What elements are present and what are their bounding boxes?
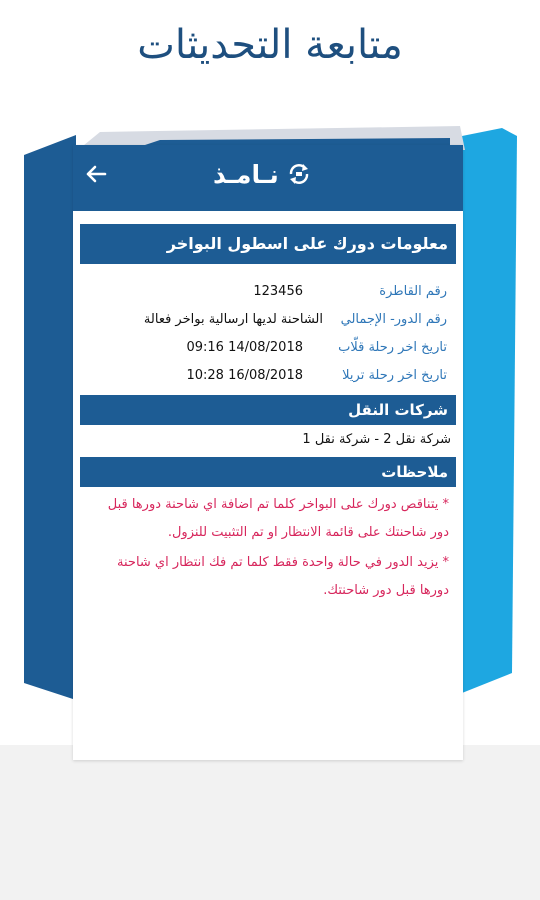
transport-companies: شركة نقل 2 - شركة نقل 1	[302, 432, 451, 447]
row-label: رقم القاطرة	[379, 284, 447, 299]
refresh-truck-icon	[287, 162, 311, 186]
vessel-info-header: معلومات دورك على اسطول البواخر	[80, 224, 456, 264]
phone-screen	[73, 145, 463, 760]
note-item: * يزيد الدور في حالة واحدة فقط كلما تم فك انتظار اي شاحنة دورها قبل دور شاحنتك.	[117, 555, 449, 598]
panel-side-right	[462, 128, 517, 693]
row-value: الشاحنة لديها ارسالية بواخر فعالة	[143, 312, 323, 327]
app-logo	[213, 157, 323, 191]
info-row	[73, 284, 463, 306]
notes-header: ملاحظات	[80, 457, 456, 487]
transport-header: شركات النقل	[80, 395, 456, 425]
background-band	[0, 745, 540, 900]
info-row	[73, 340, 463, 362]
arrow-left-icon	[83, 161, 109, 187]
row-value: 123456	[253, 284, 303, 299]
info-row	[73, 368, 463, 390]
back-button[interactable]	[83, 161, 109, 187]
row-value: 14/08/2018 09:16	[186, 340, 303, 355]
info-row	[73, 312, 463, 334]
row-label: رقم الدور- الإجمالي	[340, 312, 447, 327]
row-value: 16/08/2018 10:28	[186, 368, 303, 383]
panel-side-left	[24, 135, 76, 700]
row-label: تاريخ اخر رحلة قلّاب	[338, 340, 447, 355]
note-item: * يتناقص دورك على البواخر كلما تم اضافة اي شاحنة دورها قبل دور شاحنتك على قائمة الانتظار او تم التثبيت للنزول.	[107, 497, 449, 540]
promo-title: متابعة التحديثات	[137, 22, 403, 68]
row-label: تاريخ اخر رحلة تريلا	[342, 368, 447, 383]
app-bar	[73, 145, 463, 211]
logo-text: نـامـذ	[213, 159, 279, 189]
